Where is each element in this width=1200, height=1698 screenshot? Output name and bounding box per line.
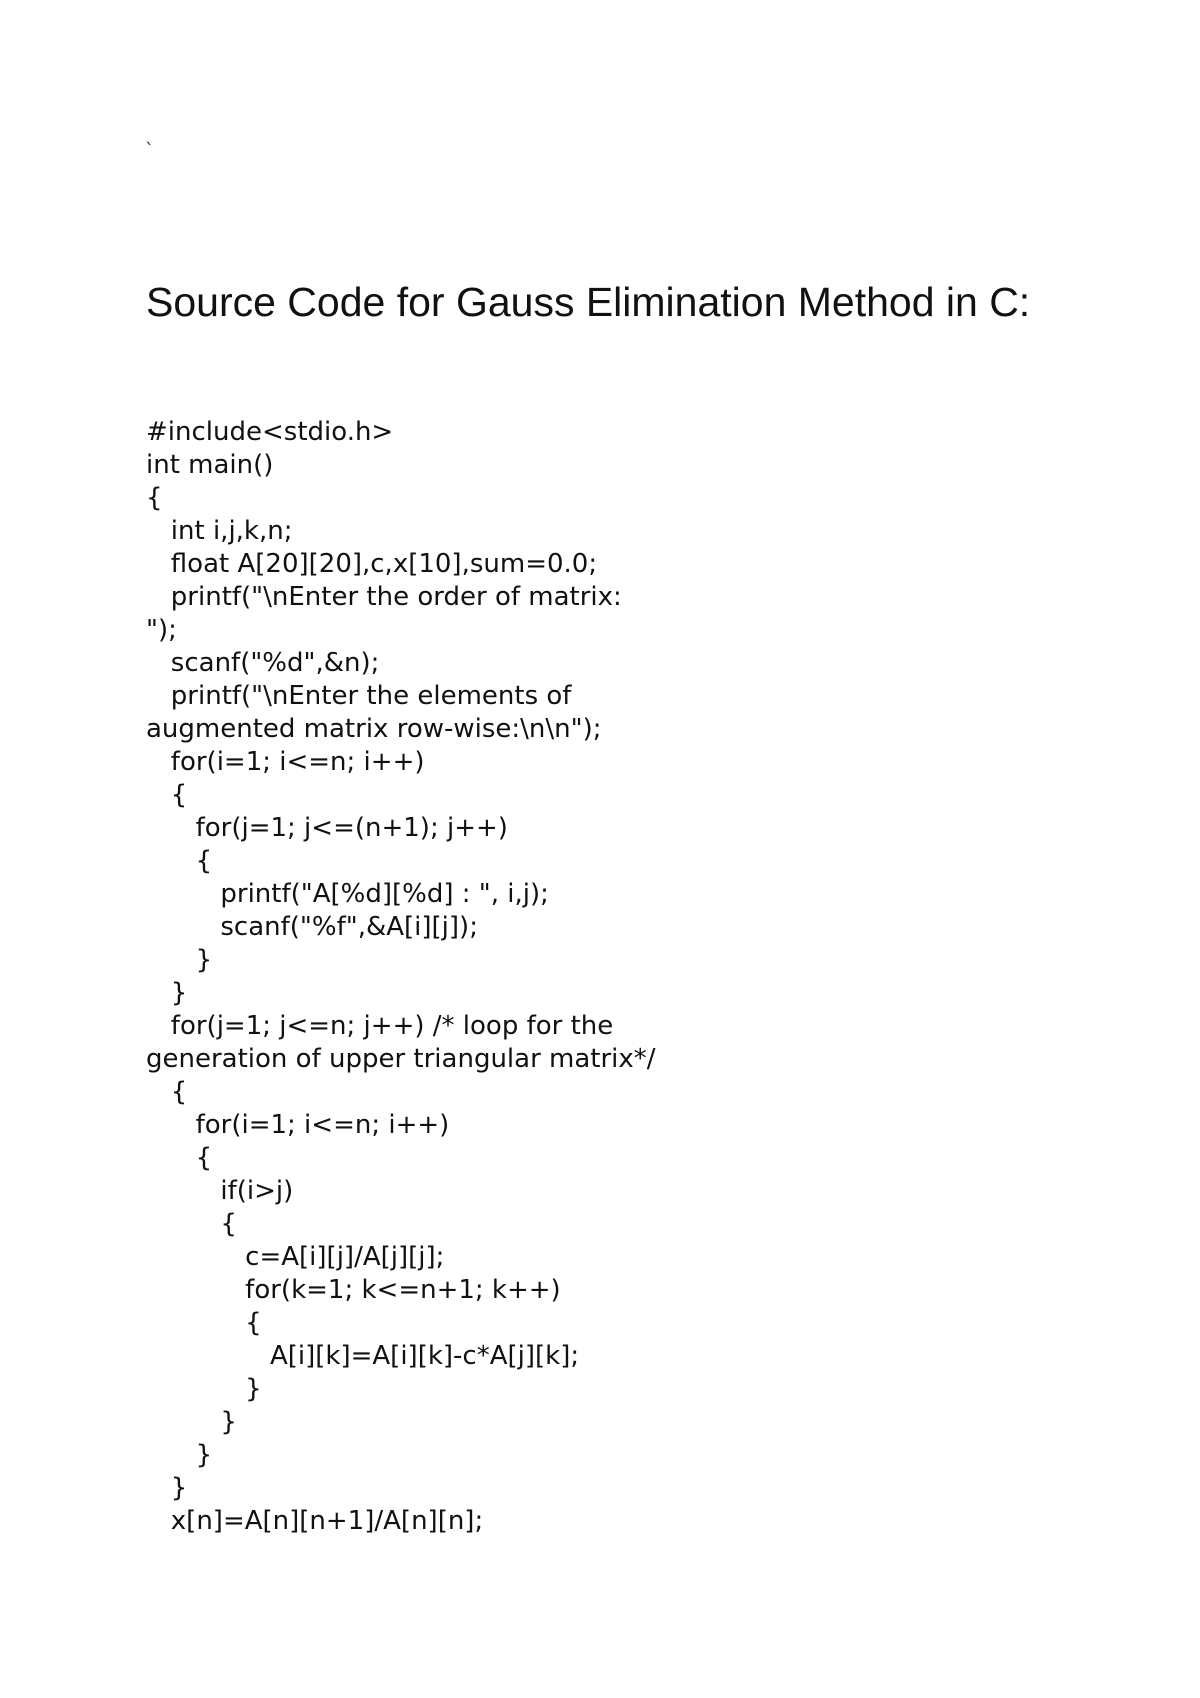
- code-line: x[n]=A[n][n+1]/A[n][n];: [146, 1506, 484, 1536]
- code-line: {: [146, 1209, 237, 1239]
- code-line: }: [146, 1440, 213, 1470]
- code-line: printf("A[%d][%d] : ", i,j);: [146, 879, 549, 909]
- code-line: for(i=1; i<=n; i++): [146, 747, 425, 777]
- document-title: Source Code for Gauss Elimination Method in C:: [146, 279, 1031, 325]
- code-line: scanf("%d",&n);: [146, 648, 380, 678]
- code-line: {: [146, 1308, 262, 1338]
- code-line: for(k=1; k<=n+1; k++): [146, 1275, 561, 1305]
- code-line: {: [146, 1077, 188, 1107]
- stray-mark: `: [145, 140, 154, 161]
- code-line: #include<stdio.h>: [146, 417, 394, 447]
- code-line: {: [146, 483, 163, 513]
- code-line: generation of upper triangular matrix*/: [146, 1044, 656, 1074]
- code-line: }: [146, 945, 213, 975]
- code-line: printf("\nEnter the order of matrix:: [146, 582, 622, 612]
- code-line: {: [146, 846, 213, 876]
- code-line: for(j=1; j<=n; j++) /* loop for the: [146, 1011, 614, 1041]
- code-line: for(i=1; i<=n; i++): [146, 1110, 450, 1140]
- code-line: }: [146, 978, 188, 1008]
- code-line: scanf("%f",&A[i][j]);: [146, 912, 478, 942]
- code-line: }: [146, 1407, 237, 1437]
- code-line: augmented matrix row-wise:\n\n");: [146, 714, 602, 744]
- code-line: }: [146, 1374, 262, 1404]
- code-line: printf("\nEnter the elements of: [146, 681, 572, 711]
- code-line: }: [146, 1473, 188, 1503]
- code-line: float A[20][20],c,x[10],sum=0.0;: [146, 549, 598, 579]
- code-line: int main(): [146, 450, 274, 480]
- code-line: int i,j,k,n;: [146, 516, 293, 546]
- code-line: for(j=1; j<=(n+1); j++): [146, 813, 508, 843]
- code-line: if(i>j): [146, 1176, 294, 1206]
- code-line: ");: [146, 615, 177, 645]
- code-line: {: [146, 1143, 213, 1173]
- code-block: [146, 416, 1046, 1538]
- code-line: c=A[i][j]/A[j][j];: [146, 1242, 445, 1272]
- code-line: {: [146, 780, 188, 810]
- code-line: A[i][k]=A[i][k]-c*A[j][k];: [146, 1341, 580, 1371]
